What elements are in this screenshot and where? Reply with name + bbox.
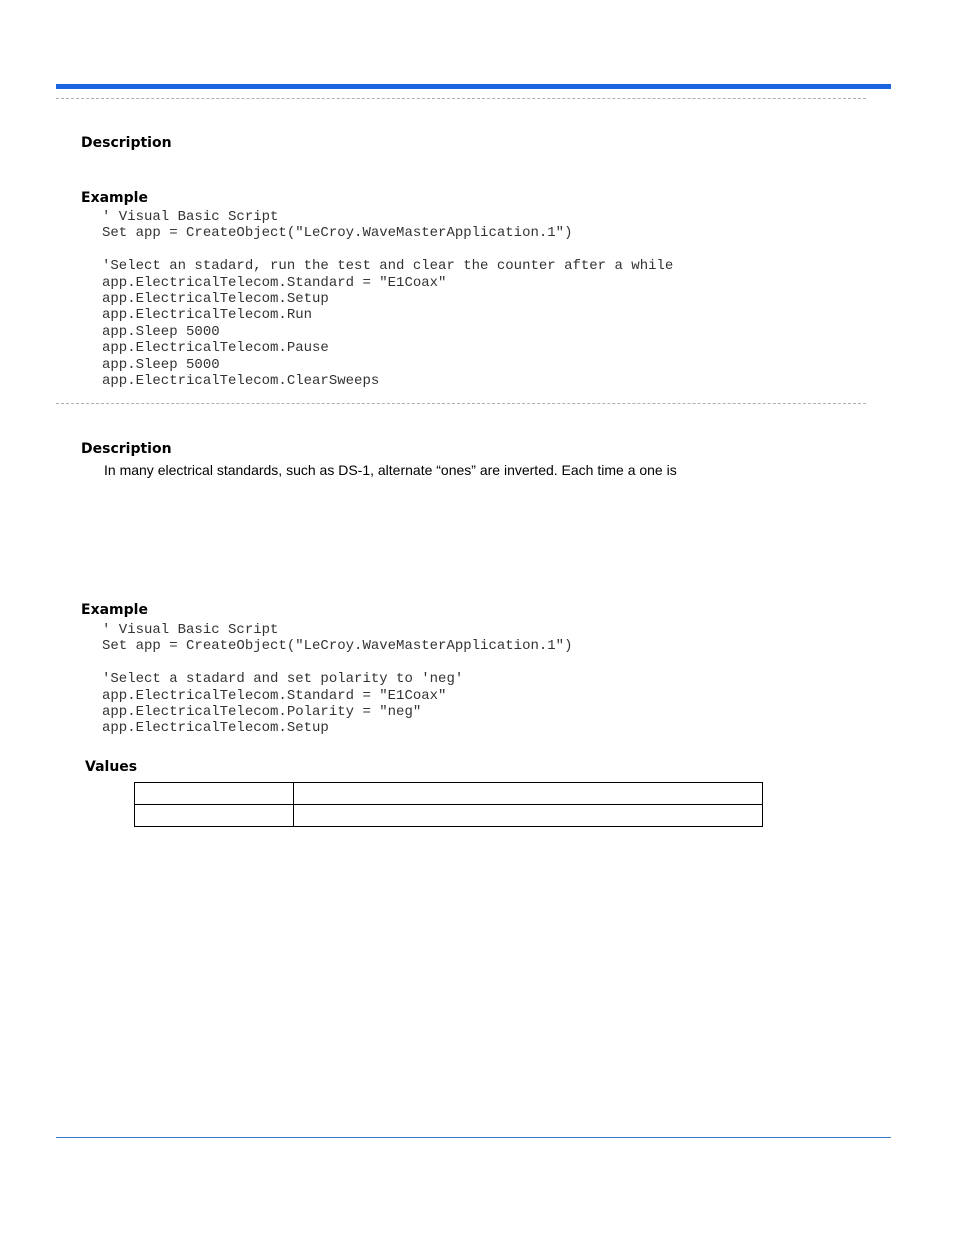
- section-divider: [56, 403, 866, 404]
- code-line: Set app = CreateObject("LeCroy.WaveMasterApplication.1"): [102, 225, 573, 242]
- header-accent-bar: [56, 84, 891, 89]
- example-heading-2: Example: [81, 602, 148, 618]
- code-block-2: [102, 622, 572, 737]
- code-line: app.ElectricalTelecom.Run: [102, 307, 313, 324]
- table-cell: [135, 783, 294, 805]
- code-line: app.Sleep 5000: [102, 323, 220, 340]
- section-divider-top: [56, 98, 866, 99]
- description-heading-1: Description: [81, 135, 172, 151]
- example-heading-1: Example: [81, 190, 148, 206]
- table-row: [135, 805, 763, 827]
- description-heading-2: Description: [81, 441, 172, 457]
- table-cell: [294, 805, 763, 827]
- code-line: ' Visual Basic Script: [102, 622, 279, 638]
- table-row: [135, 783, 763, 805]
- code-line: [102, 242, 673, 258]
- code-line: app.ElectricalTelecom.Polarity = "neg": [102, 704, 422, 721]
- table-cell: [294, 783, 763, 805]
- table-cell: [135, 805, 294, 827]
- values-table: [134, 782, 763, 827]
- code-line: Set app = CreateObject("LeCroy.WaveMasterApplication.1"): [102, 638, 573, 655]
- code-line: app.ElectricalTelecom.Standard = "E1Coax": [102, 687, 447, 704]
- footer-rule: [56, 1137, 891, 1138]
- code-line: app.ElectricalTelecom.Setup: [102, 720, 329, 737]
- code-line: ' Visual Basic Script: [102, 209, 279, 225]
- code-line: [102, 655, 572, 671]
- description-text: In many electrical standards, such as DS-1, alternate “ones” are inverted. Each time a one is: [104, 462, 677, 478]
- code-line: 'Select an stadard, run the test and clear the counter after a while: [102, 258, 674, 275]
- values-heading: Values: [85, 759, 138, 775]
- code-line: app.ElectricalTelecom.Setup: [102, 291, 329, 308]
- code-line: 'Select a stadard and set polarity to 'neg': [102, 671, 464, 688]
- code-block-1: [102, 209, 673, 389]
- code-line: app.ElectricalTelecom.Standard = "E1Coax": [102, 274, 447, 291]
- code-line: app.ElectricalTelecom.ClearSweeps: [102, 373, 380, 390]
- code-line: app.ElectricalTelecom.Pause: [102, 340, 329, 357]
- code-line: app.Sleep 5000: [102, 356, 220, 373]
